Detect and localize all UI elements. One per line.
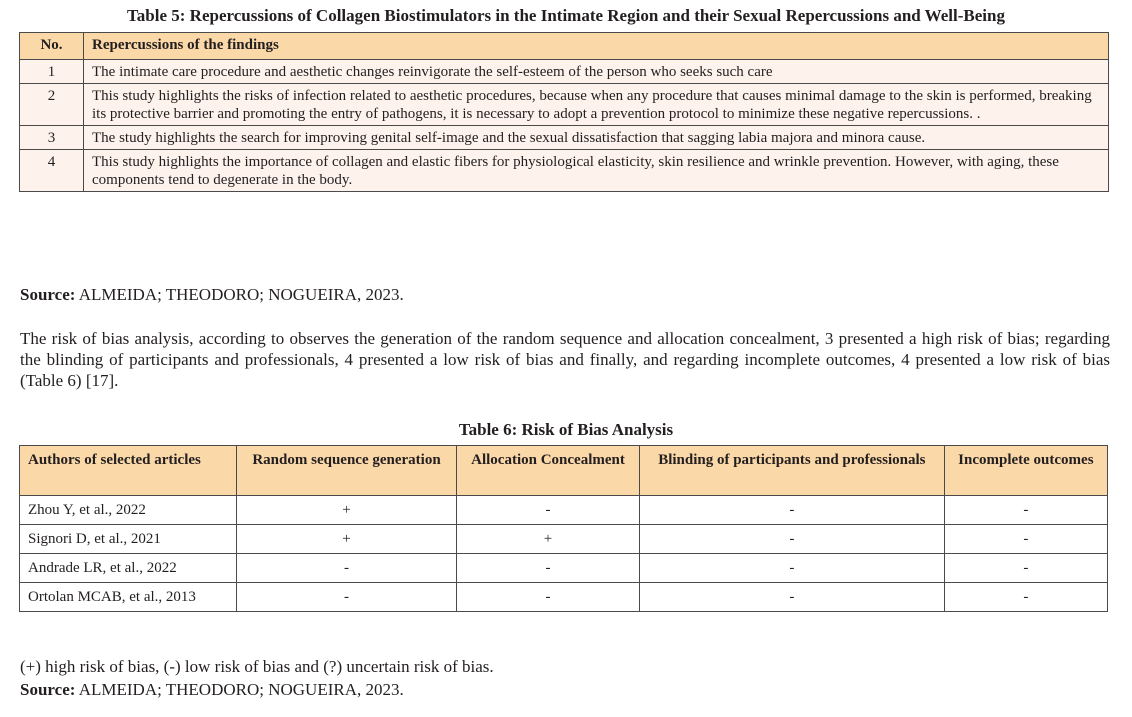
table6-allocation-cell: - [457,583,640,612]
table6-header-blinding: Blinding of participants and professionals [640,446,945,496]
table6-title: Table 6: Risk of Bias Analysis [458,420,674,439]
table6-header-row [20,446,1108,496]
table-row [20,496,1108,525]
table6-incomplete-cell: - [944,525,1107,554]
table6-allocation-cell: + [457,525,640,554]
table5-row-text: The study highlights the search for improving genital self-image and the sexual dissatisfaction that sagging labia majora and minora cause. [84,126,1109,150]
source-label: Source: [20,680,76,699]
table6-source [20,679,404,700]
body-paragraph: The risk of bias analysis, according to observes the generation of the random sequence and allocation concealment, 3 presented a high risk of bias; regarding the blinding of participants and professionals, 4 presented a low risk of bias and finally, and regarding incomplete outcomes, 4 presented a low risk of bias (Table 6) [17]. [20,329,1110,390]
table6-blinding-cell: - [640,525,945,554]
table5-source [20,284,404,305]
table6-header-authors: Authors of selected articles [20,446,237,496]
table5-row-number: 3 [20,126,84,150]
table6-random-cell: - [237,554,457,583]
table6-legend: (+) high risk of bias, (-) low risk of bias and (?) uncertain risk of bias. [20,657,494,676]
table6-header-incomplete: Incomplete outcomes [944,446,1107,496]
table6-random-cell: + [237,496,457,525]
table-row [20,60,1109,84]
table6-allocation-cell: - [457,554,640,583]
table5-row-text: This study highlights the risks of infection related to aesthetic procedures, because when any procedure that causes minimal damage to the skin is performed, breaking its protective barrier and promoting the entry of pathogens, it is necessary to adopt a prevention protocol to minimize these negative repercussions. . [84,84,1109,126]
source-text: ALMEIDA; THEODORO; NOGUEIRA, 2023. [75,285,404,304]
table6-author-cell: Signori D, et al., 2021 [20,525,237,554]
table6-blinding-cell: - [640,496,945,525]
table6-random-cell: - [237,583,457,612]
table5-header-no: No. [20,33,84,60]
table6-allocation-cell: - [457,496,640,525]
table6-incomplete-cell: - [944,583,1107,612]
table6-author-cell: Andrade LR, et al., 2022 [20,554,237,583]
table6-incomplete-cell: - [944,496,1107,525]
source-text: ALMEIDA; THEODORO; NOGUEIRA, 2023. [75,680,404,699]
table-row [20,150,1109,192]
table6-header-random: Random sequence generation [237,446,457,496]
table5-row-number: 1 [20,60,84,84]
table6-author-cell: Zhou Y, et al., 2022 [20,496,237,525]
table6-author-cell: Ortolan MCAB, et al., 2013 [20,583,237,612]
table-row [20,84,1109,126]
table5-header-findings: Repercussions of the findings [84,33,1109,60]
table5-row-text: The intimate care procedure and aesthetic changes reinvigorate the self-esteem of the person who seeks such care [84,60,1109,84]
table5-header-row [20,33,1109,60]
table-row [20,525,1108,554]
table6-incomplete-cell: - [944,554,1107,583]
table5-row-number: 4 [20,150,84,192]
table6-blinding-cell: - [640,583,945,612]
table6-header-allocation: Allocation Concealment [457,446,640,496]
table5-row-number: 2 [20,84,84,126]
table6-blinding-cell: - [640,554,945,583]
table6-random-cell: + [237,525,457,554]
table-row [20,583,1108,612]
table-row [20,126,1109,150]
source-label: Source: [20,285,76,304]
table-row [20,554,1108,583]
table6 [19,445,1108,612]
table5-title: Table 5: Repercussions of Collagen Biostimulators in the Intimate Region and their Sexual Repercussions and Well-Being [127,6,1005,25]
table5 [19,32,1109,192]
table5-row-text: This study highlights the importance of collagen and elastic fibers for physiological elasticity, skin resilience and wrinkle prevention. However, with aging, these components tend to degenerate in the body. [84,150,1109,192]
